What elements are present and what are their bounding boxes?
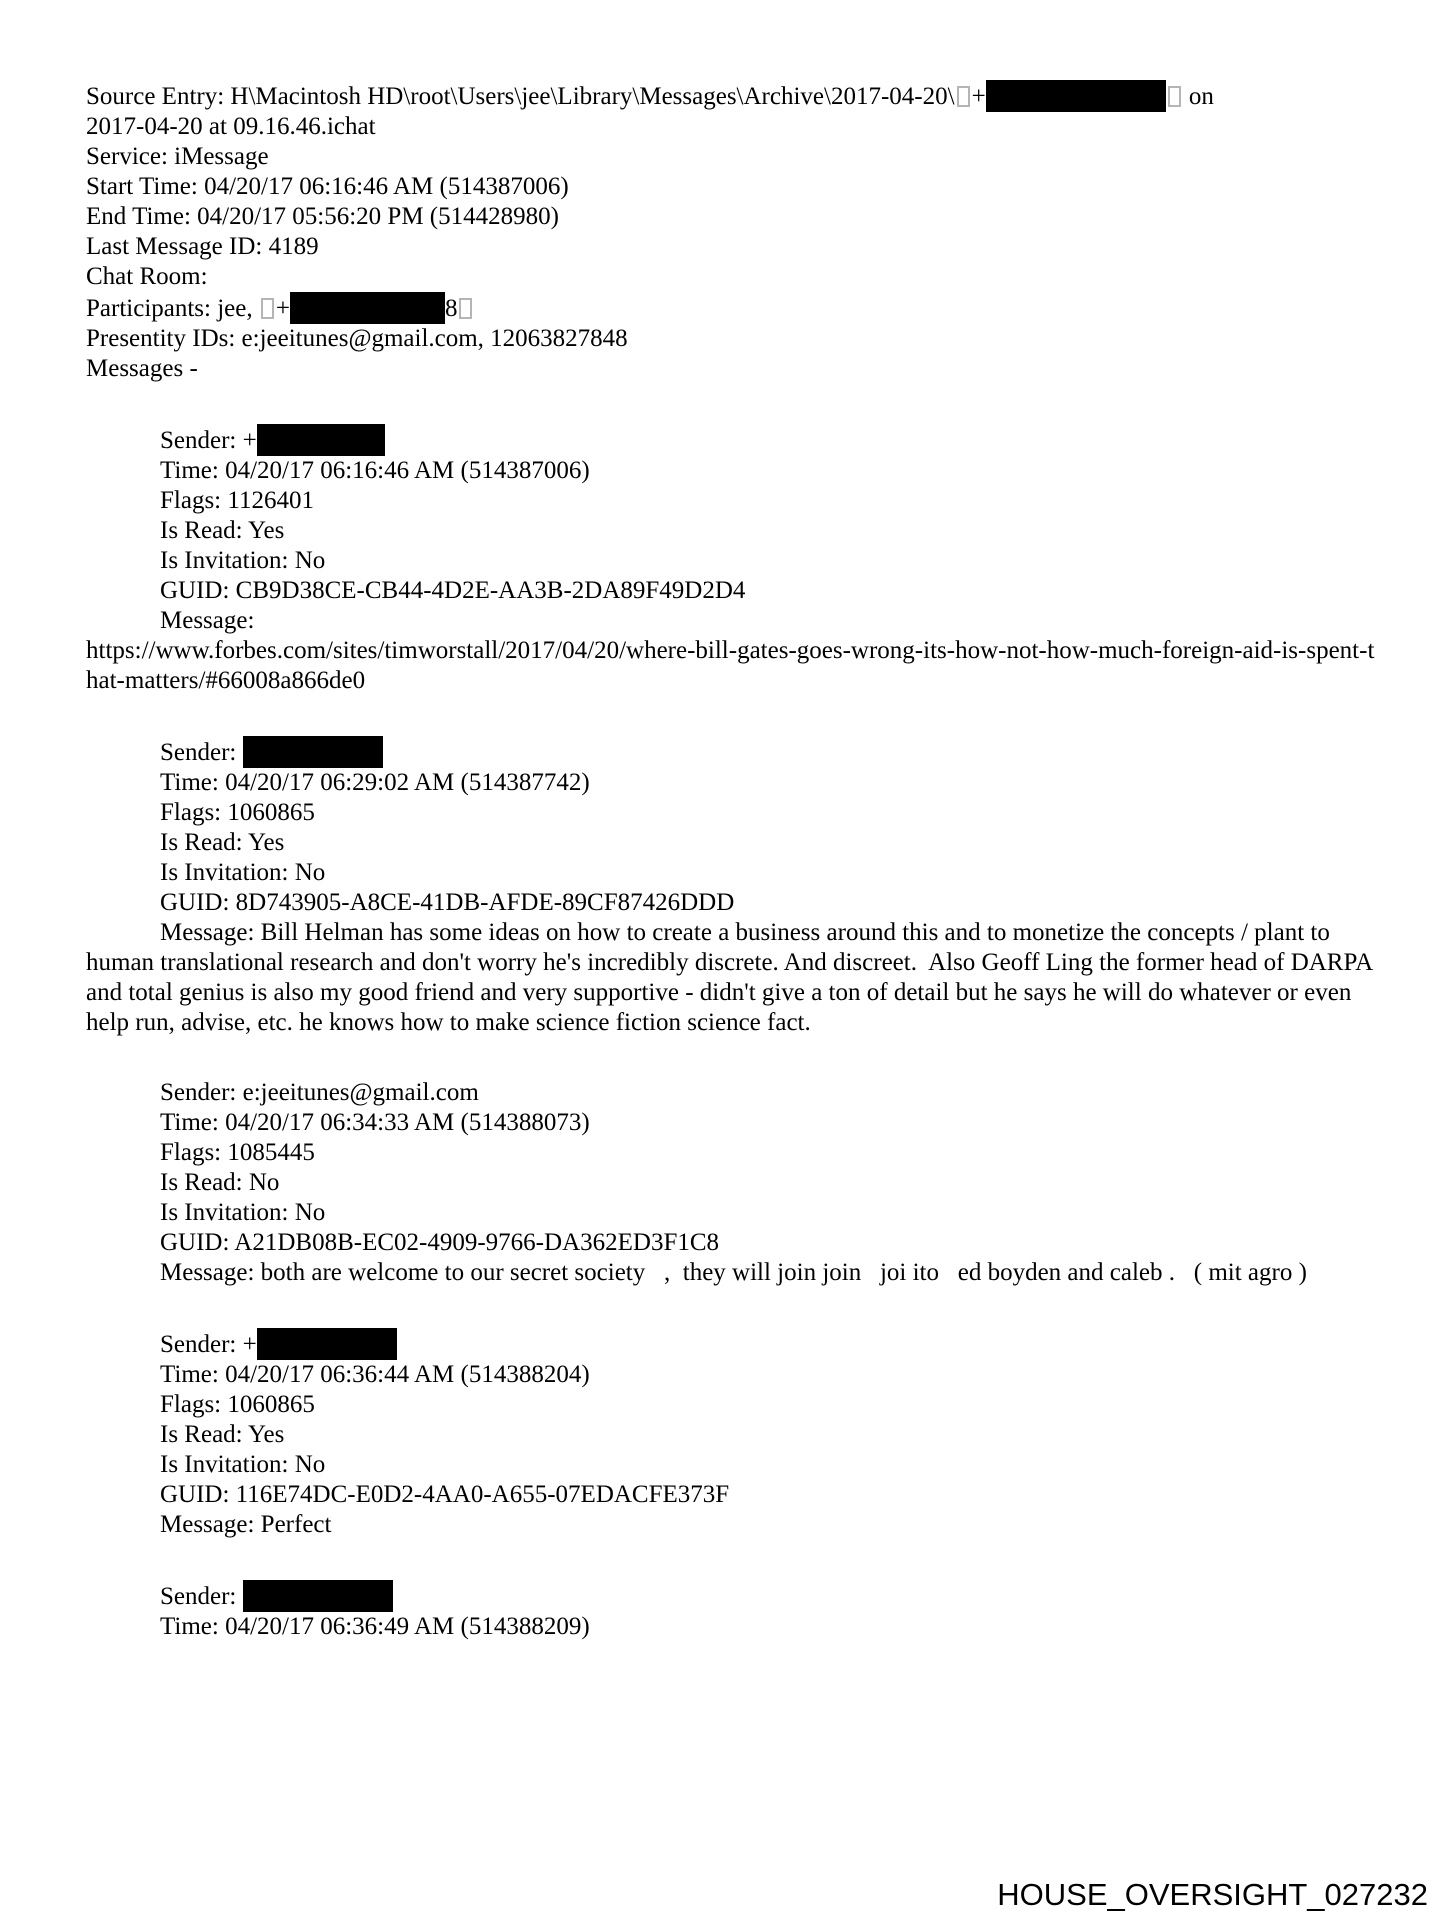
text-run: Last Message ID: 4189 bbox=[86, 233, 319, 260]
redaction-box-glyph bbox=[957, 86, 970, 107]
text-run: Messages - bbox=[86, 355, 198, 382]
message-block bbox=[86, 424, 1383, 696]
message-field-line bbox=[86, 1328, 1383, 1360]
text-run: Flags: 1060865 bbox=[160, 1391, 315, 1418]
message-field-line bbox=[86, 1450, 1383, 1480]
message-field-line bbox=[86, 1138, 1383, 1168]
message-paragraph bbox=[86, 918, 1383, 1038]
redaction-bar bbox=[257, 1328, 397, 1360]
message-block bbox=[86, 1328, 1383, 1540]
message-url-line bbox=[86, 636, 1383, 696]
text-run: End Time: 04/20/17 05:56:20 PM (514428980) bbox=[86, 203, 559, 230]
text-run: Presentity IDs: e:jeeitunes@gmail.com, 12063827848 bbox=[86, 325, 628, 352]
text-run: Is Read: Yes bbox=[160, 829, 285, 856]
header-line bbox=[86, 142, 1383, 172]
header-line bbox=[86, 172, 1383, 202]
text-run: Is Invitation: No bbox=[160, 1199, 326, 1226]
message-field-line bbox=[86, 798, 1383, 828]
message-field-line bbox=[86, 1390, 1383, 1420]
message-field-line bbox=[86, 1510, 1383, 1540]
message-field-line bbox=[86, 1612, 1383, 1642]
header-line bbox=[86, 112, 1383, 142]
text-run: 8 bbox=[444, 295, 458, 322]
message-field-line bbox=[86, 486, 1383, 516]
message-field-line bbox=[86, 858, 1383, 888]
header-line bbox=[86, 202, 1383, 232]
redaction-bar bbox=[290, 292, 445, 324]
message-field-line bbox=[86, 1078, 1383, 1108]
message-block bbox=[86, 736, 1383, 1038]
messages-list bbox=[86, 424, 1383, 1642]
text-run: + bbox=[275, 295, 290, 322]
message-field-line bbox=[86, 606, 1383, 636]
header-line bbox=[86, 324, 1383, 354]
message-block bbox=[86, 1078, 1383, 1288]
text-run: Time: 04/20/17 06:16:46 AM (514387006) bbox=[160, 457, 590, 484]
text-run: Flags: 1126401 bbox=[160, 487, 314, 514]
redaction-box-glyph bbox=[1168, 86, 1181, 107]
text-run: Sender: e:jeeitunes@gmail.com bbox=[160, 1079, 479, 1106]
text-run: Is Invitation: No bbox=[160, 547, 326, 574]
text-run: Chat Room: bbox=[86, 263, 208, 290]
text-run: Message: bbox=[160, 607, 255, 634]
message-field-line bbox=[86, 1360, 1383, 1390]
header-line bbox=[86, 262, 1383, 292]
message-field-line bbox=[86, 546, 1383, 576]
message-field-line bbox=[86, 424, 1383, 456]
text-run: Time: 04/20/17 06:36:44 AM (514388204) bbox=[160, 1361, 590, 1388]
redaction-bar bbox=[243, 736, 383, 768]
message-field-line bbox=[86, 1480, 1383, 1510]
message-field-line bbox=[86, 576, 1383, 606]
redaction-box-glyph bbox=[261, 298, 274, 319]
redaction-box-glyph bbox=[459, 298, 472, 319]
text-run: Start Time: 04/20/17 06:16:46 AM (514387006) bbox=[86, 173, 569, 200]
text-run: Source Entry: H\Macintosh HD\root\Users\jee\Library\Messages\Archive\2017-04-20\ bbox=[86, 83, 955, 110]
text-run: Time: 04/20/17 06:36:49 AM (514388209) bbox=[160, 1613, 590, 1640]
text-run: Message: both are welcome to our secret society , they will join join joi ito ed boyden and caleb . ( mit agro ) bbox=[160, 1259, 1307, 1286]
message-field-line bbox=[86, 1168, 1383, 1198]
message-field-line bbox=[86, 1580, 1383, 1612]
header-line bbox=[86, 354, 1383, 384]
text-run: Is Invitation: No bbox=[160, 1451, 326, 1478]
message-field-line bbox=[86, 736, 1383, 768]
text-run: Sender: + bbox=[160, 1331, 257, 1358]
header-line bbox=[86, 80, 1383, 112]
text-run: https://www.forbes.com/sites/timworstall/2017/04/20/where-bill-gates-goes-wrong-its-how-not-how-much-foreign-aid-is-spent-that-matters/#66008a866de0 bbox=[86, 637, 1375, 694]
message-field-line bbox=[86, 1108, 1383, 1138]
header-line bbox=[86, 292, 1383, 324]
message-field-line bbox=[86, 456, 1383, 486]
message-block bbox=[86, 1580, 1383, 1642]
redaction-bar bbox=[986, 80, 1166, 112]
text-run: + bbox=[971, 83, 986, 110]
text-run: Flags: 1085445 bbox=[160, 1139, 315, 1166]
text-run: GUID: A21DB08B-EC02-4909-9766-DA362ED3F1C8 bbox=[160, 1229, 720, 1256]
text-run: GUID: 116E74DC-E0D2-4AA0-A655-07EDACFE373F bbox=[160, 1481, 730, 1508]
text-run: GUID: 8D743905-A8CE-41DB-AFDE-89CF87426DDD bbox=[160, 889, 735, 916]
text-run: Message: Perfect bbox=[160, 1511, 332, 1538]
message-field-line bbox=[86, 768, 1383, 798]
text-run: Service: iMessage bbox=[86, 143, 269, 170]
message-field-line bbox=[86, 1228, 1383, 1258]
redaction-bar bbox=[257, 424, 385, 456]
text-run: on bbox=[1182, 83, 1214, 110]
text-run: Sender: + bbox=[160, 427, 257, 454]
message-field-line bbox=[86, 888, 1383, 918]
text-run: Is Read: No bbox=[160, 1169, 280, 1196]
text-run: Participants: jee, bbox=[86, 295, 259, 322]
text-run: Flags: 1060865 bbox=[160, 799, 315, 826]
text-run: GUID: CB9D38CE-CB44-4D2E-AA3B-2DA89F49D2D4 bbox=[160, 577, 746, 604]
header-block bbox=[86, 80, 1383, 384]
text-run: Is Invitation: No bbox=[160, 859, 326, 886]
text-run: Sender: bbox=[160, 739, 243, 766]
text-run: Message: Bill Helman has some ideas on how to create a business around this and to monetize the concepts / plant to human translational research and don't worry he's incredibly discrete. And discreet. Also Geoff Ling the former head of DARPA and total genius is also my good friend and very supportive - didn't give a ton of detail but he says he will do whatever or even help run, advise, etc. he knows how to make science fiction science fact. bbox=[86, 919, 1379, 1036]
redaction-bar bbox=[243, 1580, 393, 1612]
text-run: Is Read: Yes bbox=[160, 517, 285, 544]
message-paragraph bbox=[86, 1258, 1383, 1288]
text-run: Is Read: Yes bbox=[160, 1421, 285, 1448]
message-field-line bbox=[86, 1198, 1383, 1228]
message-field-line bbox=[86, 1420, 1383, 1450]
page-footer-id: HOUSE_OVERSIGHT_027232 bbox=[997, 1877, 1428, 1912]
message-field-line bbox=[86, 516, 1383, 546]
text-run: Sender: bbox=[160, 1583, 243, 1610]
message-field-line bbox=[86, 828, 1383, 858]
text-run: 2017-04-20 at 09.16.46.ichat bbox=[86, 113, 376, 140]
text-run: Time: 04/20/17 06:34:33 AM (514388073) bbox=[160, 1109, 590, 1136]
header-line bbox=[86, 232, 1383, 262]
text-run: Time: 04/20/17 06:29:02 AM (514387742) bbox=[160, 769, 590, 796]
